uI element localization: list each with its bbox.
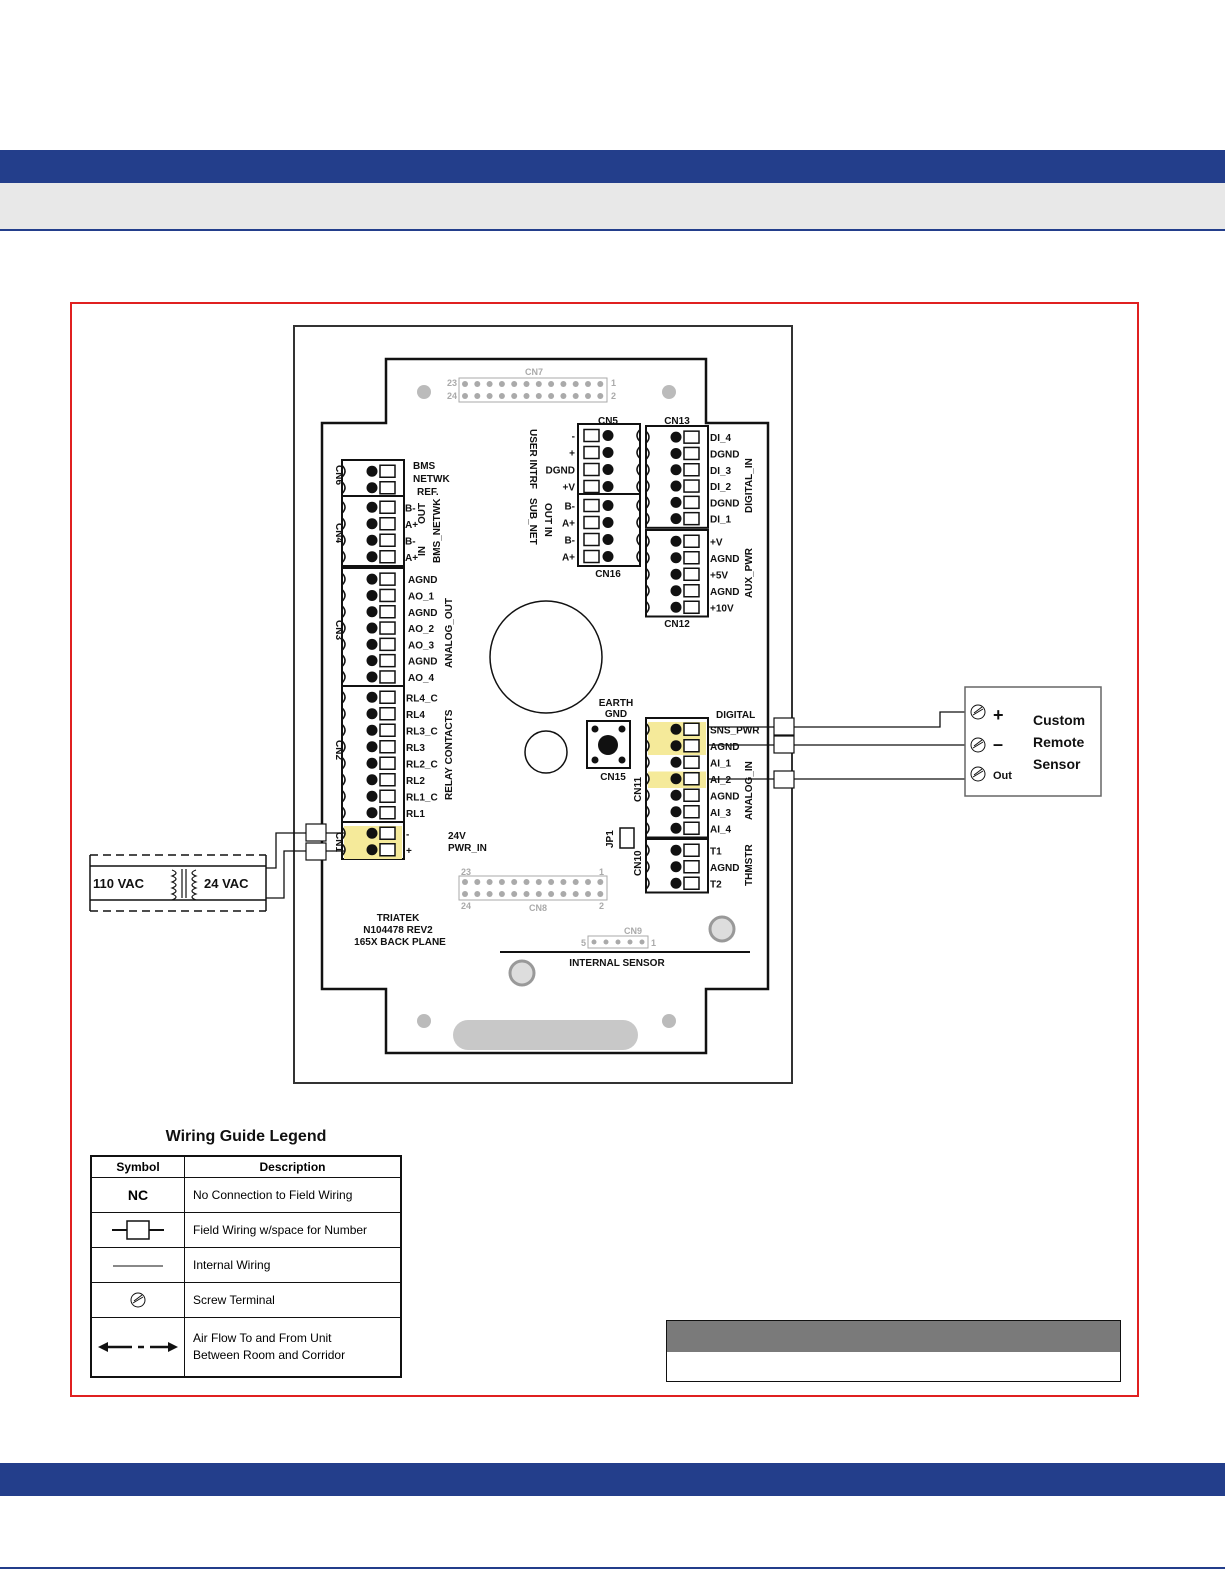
subnet-out-in-label: OUT IN [542,503,553,537]
cn8-label: CN8 [528,903,548,913]
header-pin [499,381,505,387]
cn2-connector-pin-8: RL1 [406,808,425,820]
standoff-icon [710,917,734,941]
cn6-connector [342,460,404,497]
triatek-model: 165X BACK PLANE [354,937,446,948]
header-pin [499,891,505,897]
nc-symbol: NC [91,1178,185,1213]
header-pin [524,393,530,399]
cn12-connector-pin-2: AGND [710,553,740,565]
wiring-legend-table [90,1155,402,1378]
led-icon [525,731,567,773]
cn5-connector-pin-4: +V [562,482,575,494]
legend-row [91,1213,401,1248]
header-pin [548,381,554,387]
mount-hole-icon [662,1014,676,1028]
header-pin [499,879,505,885]
legend-description: No Connection to Field Wiring [185,1178,402,1213]
cn16-label: CN16 [595,569,621,580]
cn12-connector-pin-3: +5V [710,570,729,582]
user-intrf-label: USER INTRF [527,429,538,489]
cn7-pin-1: 1 [611,378,617,388]
gnd-label: GND [604,709,628,720]
mount-hole-icon [417,385,431,399]
cn5-connector-pin-2: + [569,448,575,460]
cn3-label: CN3 [333,620,344,641]
cn13-connector-pin-3: DI_3 [710,465,732,477]
pwr-in-voltage: 24V [448,831,466,842]
mount-hole-icon [662,385,676,399]
header-pin [560,891,566,897]
cn13-connector-pin-2: DGND [710,449,740,461]
transformer-primary-label: 110 VAC [93,876,145,891]
legend-description: Screw Terminal [185,1283,402,1318]
header-pin [585,891,591,897]
header-pin [474,891,480,897]
cn16-connector-pin-3: B- [564,535,575,547]
airflow-desc-line2: Between Room and Corridor [193,1348,346,1362]
airflow-arrow-icon [91,1318,185,1378]
legend-row [91,1178,401,1213]
cn13-connector-pin-4: DI_2 [710,482,732,494]
bms-ref-line2: NETWK [413,474,450,485]
header-pin [524,879,530,885]
mount-hole-icon [417,1014,431,1028]
header-pin [511,879,517,885]
cn13-connector-pin-1: DI_4 [710,433,732,445]
cn11-connector-pin-2: AGND [710,741,740,753]
field-wiring-box [306,843,326,860]
header-pin [560,879,566,885]
header-pin [585,393,591,399]
header-pin [548,393,554,399]
cn16-connector-pin-4: A+ [561,552,575,564]
header-pin [616,940,621,945]
header-pin [511,393,517,399]
cn11-connector-pin-7: AI_4 [710,824,732,836]
header-pin [462,381,468,387]
cn10-label: CN10 [633,850,644,876]
header-pin [511,891,517,897]
cn3-connector-pin-3: AGND [408,607,438,619]
cn11-label: CN11 [633,776,644,802]
triatek-part: N104478 REV2 [363,925,433,936]
sensor-name-line1: Custom [1033,712,1086,728]
cn10-connector-pin-3: T2 [710,879,722,891]
pwr-in-label: PWR_IN [448,843,487,854]
standoff-icon [510,961,534,985]
header-pin [628,940,633,945]
field-wiring-box [774,718,794,735]
analog-in-label: ANALOG_IN [744,761,755,820]
buzzer-icon [490,601,602,713]
cn2-connector-pin-6: RL2 [406,775,425,787]
cn11-connector-pin-6: AI_3 [710,807,732,819]
cn8-pin-2: 2 [599,901,605,911]
cn1-connector [342,822,412,859]
custom-remote-sensor [965,687,1101,796]
cn8-pin-23: 23 [461,867,472,877]
header-pin [640,940,645,945]
cn2-connector-pin-3: RL3_C [406,726,438,738]
header-pin [536,891,542,897]
cn11-connector-pin-5: AGND [710,791,740,803]
cn2-label: CN2 [333,740,344,761]
header-pin [536,879,542,885]
header-pin [573,879,579,885]
cn1-label: CN1 [333,832,344,853]
header-pin [585,879,591,885]
header-pin [487,891,493,897]
cn9-pin-1: 1 [651,938,657,948]
header-pin [536,381,542,387]
cn4-label: CN4 [333,523,344,544]
bms-netwk-label: BMS_NETWK [432,498,443,563]
field-wiring-box [774,771,794,788]
cn13-connector-pin-6: DI_1 [710,514,732,526]
cn4-connector-pin-1: B- [405,503,416,515]
header-pin [597,393,603,399]
sub-net-label: SUB_NET [527,498,538,545]
cn12-connector-pin-4: AGND [710,586,740,598]
thmstr-label: THMSTR [744,844,755,886]
cn7-pin-2: 2 [611,391,617,401]
cn12-connector-pin-5: +10V [710,603,734,615]
cn2-connector-pin-7: RL1_C [406,792,438,804]
header-pin [462,879,468,885]
legend-description: Internal Wiring [185,1248,402,1283]
header-pin [560,381,566,387]
cn7-pin-23: 23 [447,378,458,388]
header-pin [474,381,480,387]
digital-header-label: DIGITAL [716,710,756,721]
cn3-connector-pin-5: AO_3 [408,640,435,652]
field-wiring-box-icon [91,1213,185,1248]
cn10-connector-pin-1: T1 [710,846,722,858]
header-pin [585,381,591,387]
cn15-label: CN15 [600,772,626,783]
relay-contacts-label: RELAY CONTACTS [444,709,455,800]
cn3-connector-pin-1: AGND [408,575,438,587]
legend-header-description: Description [185,1156,402,1178]
cn7-label: CN7 [524,367,544,377]
header-pin [499,393,505,399]
line-icon [91,1248,185,1283]
cn1-connector-pin-1: - [406,829,410,841]
cn4-connector-pin-2: A+ [405,519,419,531]
cn12-label: CN12 [664,619,690,630]
cable-slot [453,1020,638,1050]
header-pin [560,393,566,399]
header-pin [487,381,493,387]
cn5-label: CN5 [597,416,619,427]
sensor-plus-terminal: + [993,705,1004,725]
cn4-connector-pin-4: A+ [405,552,419,564]
cn8-pin-24: 24 [461,901,472,911]
header-pin [548,879,554,885]
header-pin [462,891,468,897]
note-box [666,1320,1121,1382]
header-pin [573,393,579,399]
legend-header-symbol: Symbol [91,1156,185,1178]
note-box-header [667,1321,1120,1352]
cn2-connector-pin-2: RL4 [406,709,425,721]
cn13-connector-pin-5: DGND [710,498,740,510]
cn2-connector-pin-1: RL4_C [406,693,438,705]
header-pin [524,381,530,387]
earth-label: EARTH [598,698,634,709]
sensor-minus-terminal: – [993,734,1004,754]
screw-terminal-icon [91,1283,185,1318]
cn13-label: CN13 [664,416,690,427]
cn5-connector-pin-3: DGND [545,465,575,477]
header-pin [462,393,468,399]
aux-pwr-label: AUX_PWR [744,547,755,598]
header-pin [573,891,579,897]
header-pin [592,940,597,945]
sensor-name-line2: Remote [1033,734,1085,750]
internal-sensor-label: INTERNAL SENSOR [569,958,665,969]
header-pin [604,940,609,945]
legend-row [91,1318,401,1378]
bms-in-label: IN [417,546,428,556]
bms-ref-line1: BMS [413,461,436,472]
cn16-connector-pin-1: B- [564,501,575,513]
header-pin [474,879,480,885]
cn4-connector-pin-3: B- [405,536,416,548]
cn9-pin-5: 5 [581,938,587,948]
digital-in-label: DIGITAL_IN [744,458,755,513]
cn2-connector-pin-4: RL3 [406,742,425,754]
field-wiring-box [774,736,794,753]
header-pin [511,381,517,387]
header-pin [573,381,579,387]
jp1-label: JP1 [605,830,616,848]
cn6-label: CN6 [333,465,344,486]
cn7-pin-24: 24 [447,391,458,401]
cn2-connector-pin-5: RL2_C [406,759,438,771]
cn9-label: CN9 [623,926,643,936]
cn5-connector-pin-1: - [571,431,575,443]
cn8-pin-1: 1 [599,867,605,877]
jp1-jumper [620,828,634,848]
cn12-connector-pin-1: +V [710,537,723,549]
triatek-name: TRIATEK [376,913,420,924]
legend-row [91,1248,401,1283]
header-pin [548,891,554,897]
sensor-out-terminal: Out [993,770,1012,782]
header-pin [487,879,493,885]
cn11-connector-pin-3: AI_1 [710,758,732,770]
cn10-connector-pin-2: AGND [710,862,740,874]
cn16-connector-pin-2: A+ [561,518,575,530]
transformer-secondary-label: 24 VAC [204,876,249,891]
analog-out-label: ANALOG_OUT [444,598,455,668]
header-pin [474,393,480,399]
bms-ref-line3: REF. [417,487,439,498]
header-pin [524,891,530,897]
header-pin [597,381,603,387]
header-pin [536,393,542,399]
cn3-connector-pin-4: AO_2 [408,624,435,636]
cn1-connector-pin-2: + [406,845,412,857]
field-wiring-box [306,824,326,841]
transformer [90,855,266,911]
sensor-name-line3: Sensor [1033,756,1081,772]
legend-row [91,1283,401,1318]
header-pin [487,393,493,399]
header-pin [597,891,603,897]
cn3-connector-pin-6: AGND [408,656,438,668]
legend-description [185,1318,402,1378]
cn3-connector-pin-7: AO_4 [408,672,435,684]
header-pin [597,879,603,885]
airflow-desc-line1: Air Flow To and From Unit [193,1331,332,1345]
legend-title: Wiring Guide Legend [165,1128,327,1145]
legend-description: Field Wiring w/space for Number [185,1213,402,1248]
cn3-connector-pin-2: AO_1 [408,591,435,603]
cn11-connector-pin-4: AI_2 [710,774,732,786]
bms-out-label: OUT [417,502,428,524]
cn11-connector-pin-1: SNS_PWR [710,725,760,737]
